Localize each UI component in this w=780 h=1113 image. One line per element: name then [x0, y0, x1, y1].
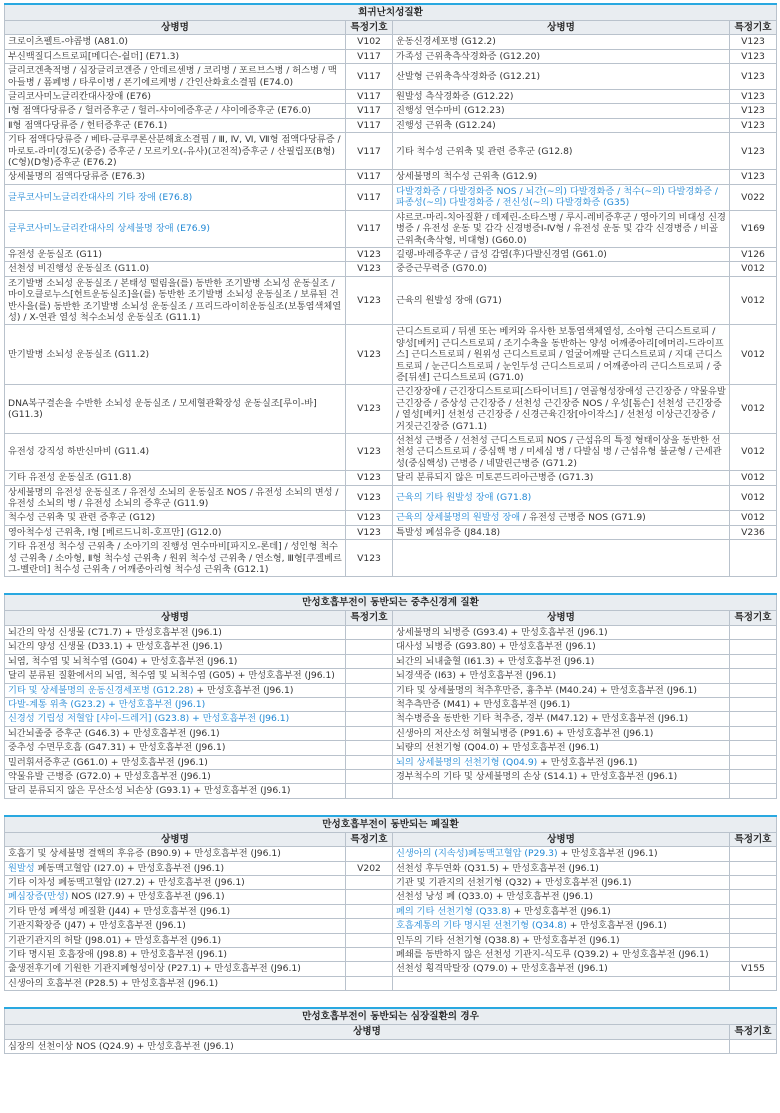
code-cell: V117	[346, 104, 393, 118]
disease-cell: 뇌간의 악성 신생물 (C71.7) + 만성호흡부전 (J96.1)	[5, 625, 346, 639]
table-row	[5, 933, 777, 947]
code-cell: V117	[346, 49, 393, 63]
section-title-row	[5, 816, 777, 833]
section-title: 희귀난치성질환	[5, 4, 777, 21]
header-disease: 상병명	[5, 832, 346, 846]
section-gap	[5, 577, 777, 595]
disease-cell: 기타 이차성 폐동맥고혈압 (I27.2) + 만성호흡부전 (J96.1)	[5, 875, 346, 889]
disease-cell: 폐심장증(만성) NOS (I27.9) + 만성호흡부전 (J96.1)	[5, 890, 346, 904]
header-row	[5, 832, 777, 846]
disease-cell: 영아척수성 근위축, Ⅰ형 [베르드니히-호프만] (G12.0)	[5, 525, 346, 539]
disease-cell: 상세불명의 뇌병증 (G93.4) + 만성호흡부전 (J96.1)	[393, 625, 730, 639]
code-cell	[346, 875, 393, 889]
code-cell	[346, 904, 393, 918]
disease-cell: 호흡기 및 상세불명 결핵의 후유증 (B90.9) + 만성호흡부전 (J96.1)	[5, 847, 346, 861]
disease-cell: 신경성 기립성 저혈압 [샤이-드레거] (G23.8) + 만성호흡부전 (J96.1)	[5, 712, 346, 726]
disease-cell: 샤르코-마리-치아질환 / 데제린-소타스병 / 루시-레비증후군 / 영아기의 비대성 신경병증 / 유전성 운동 및 감각 신경병증Ⅰ-Ⅳ형 / 유전성 운동 및 감각 신경병증 / 비골근위축(축삭형, 비대형) (G60.0)	[393, 210, 730, 247]
code-cell: V123	[730, 118, 777, 132]
table-row	[5, 104, 777, 118]
table-row	[5, 784, 777, 798]
disease-cell	[393, 784, 730, 798]
code-cell: V123	[730, 35, 777, 49]
code-cell	[730, 933, 777, 947]
table-row	[5, 434, 777, 471]
table-row	[5, 184, 777, 210]
code-cell: V117	[346, 64, 393, 90]
disease-cell: 폐의 기타 선천기형 (Q33.8) + 만성호흡부전 (J96.1)	[393, 904, 730, 918]
code-cell: V117	[346, 184, 393, 210]
table-row	[5, 525, 777, 539]
disease-cell: 기타 척수성 근위축 및 관련 증후군 (G12.8)	[393, 133, 730, 170]
disease-cell: 선천성 낭성 폐 (Q33.0) + 만성호흡부전 (J96.1)	[393, 890, 730, 904]
code-cell: V117	[346, 170, 393, 184]
disease-cell: 인두의 기타 선천기형 (Q38.8) + 만성호흡부전 (J96.1)	[393, 933, 730, 947]
disease-cell: 근육의 원발성 장애 (G71)	[393, 276, 730, 325]
code-cell: V123	[730, 170, 777, 184]
code-cell: V117	[346, 133, 393, 170]
code-cell: V123	[346, 434, 393, 471]
code-cell: V022	[730, 184, 777, 210]
disease-cell	[393, 540, 730, 577]
disease-cell: 유전성 운동실조 (G11)	[5, 247, 346, 261]
header-code: 특정기호	[730, 611, 777, 625]
header-code: 특정기호	[730, 832, 777, 846]
code-cell: V012	[730, 385, 777, 434]
disease-cell: 출생전후기에 기원한 기관지폐형성이상 (P27.1) + 만성호흡부전 (J96.1)	[5, 962, 346, 976]
code-cell	[730, 625, 777, 639]
gap-cell	[5, 577, 777, 595]
code-cell: V123	[346, 525, 393, 539]
header-row	[5, 21, 777, 35]
document-page	[4, 3, 776, 1054]
disease-cell: 근긴장장애 / 근긴장디스트로피[스타이너트] / 연골형성장애성 근긴장증 / 약물유발 근긴장증 / 증상성 근긴장증 / 선천성 근긴장증 NOS / 우성[톰슨] 선천성 근긴장증 / 열성[베커] 선천성 근긴장증 / 신경근육긴장[아이작스] / 선천성 이상근긴장증 / 거짓근긴장증 (G71.1)	[393, 385, 730, 434]
code-cell	[346, 654, 393, 668]
header-disease: 상병명	[393, 611, 730, 625]
disease-cell: 기관기관지의 허탈 (J98.01) + 만성호흡부전 (J96.1)	[5, 933, 346, 947]
code-cell: V202	[346, 861, 393, 875]
code-cell	[730, 904, 777, 918]
disease-cell: 뇌간의 양성 신생물 (D33.1) + 만성호흡부전 (J96.1)	[5, 640, 346, 654]
disease-cell: 중증근무력증 (G70.0)	[393, 262, 730, 276]
table-row	[5, 511, 777, 525]
code-cell	[346, 683, 393, 697]
code-cell: V123	[730, 64, 777, 90]
disease-cell: 달리 분류되지 않은 무산소성 뇌손상 (G93.1) + 만성호흡부전 (J96.1)	[5, 784, 346, 798]
code-cell	[730, 847, 777, 861]
table-row	[5, 904, 777, 918]
code-cell: V123	[346, 247, 393, 261]
disease-cell: 신생아의 (지속성)폐동맥고혈압 (P29.3) + 만성호흡부전 (J96.1)	[393, 847, 730, 861]
disease-cell: 길랭-바레증후군 / 급성 감염(후)다발신경염 (G61.0)	[393, 247, 730, 261]
disease-cell: 신생아의 호흡부전 (P28.5) + 만성호흡부전 (J96.1)	[5, 976, 346, 990]
code-cell	[730, 784, 777, 798]
disease-cell: 중추성 수면무호흡 (G47.31) + 만성호흡부전 (J96.1)	[5, 741, 346, 755]
disease-cell: 밀러휘셔증후군 (G61.0) + 만성호흡부전 (J96.1)	[5, 755, 346, 769]
code-cell	[346, 919, 393, 933]
code-cell: V117	[346, 90, 393, 104]
code-cell	[346, 976, 393, 990]
table-row	[5, 741, 777, 755]
code-cell: V126	[730, 247, 777, 261]
code-cell: V123	[730, 104, 777, 118]
disease-cell: 근디스트로피 / 뒤센 또는 베커와 유사한 보통염색체열성, 소아형 근디스트로피 / 양성[베커] 근디스트로피 / 조기수축을 동반하는 양성 어깨종아리[에머리-드라이프스] 근디스트로피 / 원위성 근디스트로피 / 얼굴어깨팔 근디스트로피 / 지대 근디스트로피 / 눈근디스트로피 / 눈인두성 근디스트로피 / 어깨종아리 근디스트로피 / 중증[뒤센] 근디스트로피 (G71.0)	[393, 325, 730, 385]
header-disease: 상병명	[393, 21, 730, 35]
table-row	[5, 485, 777, 511]
disease-cell: 척수병증을 동반한 기타 척추증, 경부 (M47.12) + 만성호흡부전 (J96.1)	[393, 712, 730, 726]
code-cell	[730, 875, 777, 889]
code-cell	[346, 726, 393, 740]
code-cell	[346, 948, 393, 962]
code-cell	[346, 784, 393, 798]
code-cell: V123	[346, 485, 393, 511]
table-row	[5, 210, 777, 247]
code-cell	[730, 890, 777, 904]
code-cell	[730, 712, 777, 726]
code-cell: V236	[730, 525, 777, 539]
code-cell: V012	[730, 276, 777, 325]
disease-cell: 호흡계통의 기타 명시된 선천기형 (Q34.8) + 만성호흡부전 (J96.1)	[393, 919, 730, 933]
code-cell: V123	[346, 325, 393, 385]
table-row	[5, 683, 777, 697]
disease-cell: 기타 및 상세불명의 척추후만증, 흉추부 (M40.24) + 만성호흡부전 (J96.1)	[393, 683, 730, 697]
table-row	[5, 640, 777, 654]
code-cell: V155	[730, 962, 777, 976]
code-cell	[346, 769, 393, 783]
table-row	[5, 90, 777, 104]
section-gap	[5, 991, 777, 1009]
disease-cell: 산발형 근위축측삭경화증 (G12.21)	[393, 64, 730, 90]
header-disease: 상병명	[393, 832, 730, 846]
code-cell: V123	[346, 471, 393, 485]
table-row	[5, 64, 777, 90]
code-cell	[730, 769, 777, 783]
disease-cell: 뇌경색증 (I63) + 만성호흡부전 (J96.1)	[393, 669, 730, 683]
disease-cell: 기타 점액다당류증 / 베타-글루쿠론산분해효소결핍 / Ⅲ, Ⅳ, Ⅵ, Ⅶ형 점액다당류증 / 마로토-라미(경도)(중증) 증후군 / 모르키오(-유사)(고전적)증후군 / 산필립포(B형)(C형)(D형)증후군 (E76.2)	[5, 133, 346, 170]
disease-cell: 가족성 근위축측삭경화증 (G12.20)	[393, 49, 730, 63]
table-row	[5, 625, 777, 639]
table-row	[5, 976, 777, 990]
code-cell: V012	[730, 511, 777, 525]
table-row	[5, 861, 777, 875]
disease-cell: 다발경화증 / 다발경화증 NOS / 뇌간(~의) 다발경화증 / 척수(~의) 다발경화증 / 파종성(~의) 다발경화증 / 전신성(~의) 다발경화증 (G35)	[393, 184, 730, 210]
disease-cell: 상세불명의 척수성 근위축 (G12.9)	[393, 170, 730, 184]
disease-cell: 원발성 폐동맥고혈압 (I27.0) + 만성호흡부전 (J96.1)	[5, 861, 346, 875]
code-cell	[346, 962, 393, 976]
disease-cell: 원발성 측삭경화증 (G12.22)	[393, 90, 730, 104]
table-row	[5, 262, 777, 276]
table-row	[5, 697, 777, 711]
disease-cell: 뇌간의 뇌내출혈 (I61.3) + 만성호흡부전 (J96.1)	[393, 654, 730, 668]
table-row	[5, 1039, 777, 1053]
disease-cell: 폐쇄를 동반하지 않은 선천성 기관지-식도루 (Q39.2) + 만성호흡부전 (J96.1)	[393, 948, 730, 962]
disease-cell: 기타 만성 폐색성 폐질환 (J44) + 만성호흡부전 (J96.1)	[5, 904, 346, 918]
disease-cell: 진행성 연수마비 (G12.23)	[393, 104, 730, 118]
disease-cell: 척수성 근위축 및 관련 증후군 (G12)	[5, 511, 346, 525]
disease-cell: 기관지확장증 (J47) + 만성호흡부전 (J96.1)	[5, 919, 346, 933]
disease-cell: 심장의 선천이상 NOS (Q24.9) + 만성호흡부전 (J96.1)	[5, 1039, 730, 1053]
header-code: 특정기호	[346, 832, 393, 846]
disease-cell: 기타 유전성 운동실조 (G11.8)	[5, 471, 346, 485]
code-cell	[730, 741, 777, 755]
disease-cell: 만기발병 소뇌성 운동실조 (G11.2)	[5, 325, 346, 385]
table-row	[5, 919, 777, 933]
code-cell: V012	[730, 325, 777, 385]
table-row	[5, 948, 777, 962]
header-row	[5, 611, 777, 625]
code-cell: V123	[346, 385, 393, 434]
code-cell	[730, 976, 777, 990]
code-cell	[730, 1039, 777, 1053]
disease-cell: 약물유발 근병증 (G72.0) + 만성호흡부전 (J96.1)	[5, 769, 346, 783]
code-cell: V123	[730, 133, 777, 170]
disease-cell: 기타 명시된 호흡장애 (J98.8) + 만성호흡부전 (J96.1)	[5, 948, 346, 962]
table-row	[5, 325, 777, 385]
disease-cell: 글리코겐축적병 / 심장글리코겐증 / 안데르센병 / 코리병 / 포르브스병 / 허스병 / 맥아들병 / 폼페병 / 타루이병 / 폰기에르케병 / 간인산화효소결핍 (E74.0)	[5, 64, 346, 90]
code-cell: V117	[346, 210, 393, 247]
disease-cell: 부신백질디스트로피[메디슨-쉴더] (E71.3)	[5, 49, 346, 63]
header-disease: 상병명	[5, 21, 346, 35]
disease-cell: 운동신경세포병 (G12.2)	[393, 35, 730, 49]
code-cell: V169	[730, 210, 777, 247]
code-cell: V123	[730, 90, 777, 104]
code-cell: V102	[346, 35, 393, 49]
disease-cell: 선천성 후두연화 (Q31.5) + 만성호흡부전 (J96.1)	[393, 861, 730, 875]
disease-cell: 선천성 횡격막탈장 (Q79.0) + 만성호흡부전 (J96.1)	[393, 962, 730, 976]
code-cell: V012	[730, 485, 777, 511]
code-cell	[730, 861, 777, 875]
disease-cell: 크로이츠펠트-야콥병 (A81.0)	[5, 35, 346, 49]
disease-cell: 근육의 기타 원발성 장애 (G71.8)	[393, 485, 730, 511]
table-row	[5, 118, 777, 132]
code-cell: V012	[730, 262, 777, 276]
disease-cell: 경부척수의 기타 및 상세불명의 손상 (S14.1) + 만성호흡부전 (J96.1)	[393, 769, 730, 783]
code-cell	[730, 640, 777, 654]
code-cell	[346, 933, 393, 947]
section-title: 만성호흡부전이 동반되는 폐질환	[5, 816, 777, 833]
table-row	[5, 247, 777, 261]
code-cell	[730, 697, 777, 711]
header-code: 특정기호	[346, 21, 393, 35]
table-row	[5, 669, 777, 683]
code-cell	[346, 755, 393, 769]
disease-cell: 기관 및 기관지의 선천기형 (Q32) + 만성호흡부전 (J96.1)	[393, 875, 730, 889]
code-cell	[730, 726, 777, 740]
disease-cell: 뇌의 상세불명의 선천기형 (Q04.9) + 만성호흡부전 (J96.1)	[393, 755, 730, 769]
table-row	[5, 755, 777, 769]
disease-cell: 다발-계통 위축 (G23.2) + 만성호흡부전 (J96.1)	[5, 697, 346, 711]
disease-cell: 진행성 근위축 (G12.24)	[393, 118, 730, 132]
code-cell	[346, 712, 393, 726]
code-cell	[346, 640, 393, 654]
code-cell: V123	[346, 276, 393, 325]
gap-cell	[5, 798, 777, 816]
code-cell	[730, 540, 777, 577]
disease-cell: 대사성 뇌병증 (G93.80) + 만성호흡부전 (J96.1)	[393, 640, 730, 654]
code-cell	[346, 625, 393, 639]
table-row	[5, 540, 777, 577]
section-gap	[5, 798, 777, 816]
disease-cell: 척추측만증 (M41) + 만성호흡부전 (J96.1)	[393, 697, 730, 711]
disease-cell: 달리 분류되지 않은 미토콘드리아근병증 (G71.3)	[393, 471, 730, 485]
code-cell	[346, 697, 393, 711]
disease-cell: 뇌량의 선천기형 (Q04.0) + 만성호흡부전 (J96.1)	[393, 741, 730, 755]
disease-cell	[393, 976, 730, 990]
code-cell: V123	[346, 540, 393, 577]
code-cell: V117	[346, 118, 393, 132]
table-row	[5, 133, 777, 170]
disease-cell: Ⅱ형 점액다당류증 / 헌터증후군 (E76.1)	[5, 118, 346, 132]
header-code: 특정기호	[730, 1025, 777, 1039]
code-cell	[730, 948, 777, 962]
disease-cell: 기타 및 상세불명의 운동신경세포병 (G12.28) + 만성호흡부전 (J96.1)	[5, 683, 346, 697]
section-title: 만성호흡부전이 동반되는 심장질환의 경우	[5, 1008, 777, 1025]
table-row	[5, 890, 777, 904]
code-cell	[730, 654, 777, 668]
disease-cell: 글루코사미노글리칸대사의 상세불명 장애 (E76.9)	[5, 210, 346, 247]
disease-cell: 유전성 강직성 하반신마비 (G11.4)	[5, 434, 346, 471]
table-row	[5, 385, 777, 434]
disease-cell: 조기발병 소뇌성 운동실조 / 본태성 떨림을(를) 동반한 조기발병 소뇌성 운동실조 / 마이오클로누스[헌트운동실조]을(를) 동반한 조기발병 소뇌성 운동실조 / 보류된 건반사을(를) 동반한 조기발병 소뇌성 운동실조 / 프리드라이히운동실조(보통염색체열성) / X-연관 열성 척수소뇌성 운동실조 (G11.1)	[5, 276, 346, 325]
code-cell	[346, 669, 393, 683]
section-title-row	[5, 4, 777, 21]
table-row	[5, 49, 777, 63]
disease-cell: 기타 유전성 척수성 근위축 / 소아기의 진행성 연수마비[파지오-론데] / 성인형 척수성 근위축 / 소아형, Ⅱ형 척수성 근위축 / 원위 척수성 근위축 / 연소형, Ⅲ형[쿠겔베르그-벨란더] 척수성 근위축 / 어깨종아리형 척수성 근위축 (G12.1)	[5, 540, 346, 577]
code-cell: V123	[346, 262, 393, 276]
header-disease: 상병명	[5, 611, 346, 625]
code-cell	[730, 669, 777, 683]
disease-cell: 상세불명의 유전성 운동실조 / 유전성 소뇌의 운동실조 NOS / 유전성 소뇌의 변성 / 유전성 소뇌의 병 / 유전성 소뇌의 증후군 (G11.9)	[5, 485, 346, 511]
table-row	[5, 276, 777, 325]
disease-cell: 상세불명의 점액다당류증 (E76.3)	[5, 170, 346, 184]
disease-cell: 글리코사미노글리칸대사장애 (E76)	[5, 90, 346, 104]
code-cell	[730, 755, 777, 769]
disease-cell: 근육의 상세불명의 원발성 장애 / 유전성 근병증 NOS (G71.9)	[393, 511, 730, 525]
table-row	[5, 769, 777, 783]
code-cell	[346, 847, 393, 861]
code-cell	[730, 919, 777, 933]
disease-cell: 달리 분류된 질환에서의 뇌염, 척수염 및 뇌척수염 (G05) + 만성호흡부전 (J96.1)	[5, 669, 346, 683]
disease-cell: 뇌간뇌졸중 증후군 (G46.3) + 만성호흡부전 (J96.1)	[5, 726, 346, 740]
table-row	[5, 471, 777, 485]
code-cell: V123	[346, 511, 393, 525]
disease-cell: DNA복구결손을 수반한 소뇌성 운동실조 / 모세혈관확장성 운동실조[루이-바] (G11.3)	[5, 385, 346, 434]
code-cell: V012	[730, 434, 777, 471]
code-cell	[730, 683, 777, 697]
table-row	[5, 962, 777, 976]
disease-cell: 뇌염, 척수염 및 뇌척수염 (G04) + 만성호흡부전 (J96.1)	[5, 654, 346, 668]
header-disease: 상병명	[5, 1025, 730, 1039]
disease-cell: Ⅰ형 점액다당류증 / 헐러증후군 / 헐러-샤이에증후군 / 샤이에증후군 (E76.0)	[5, 104, 346, 118]
table-row	[5, 654, 777, 668]
section-title-row	[5, 1008, 777, 1025]
table-row	[5, 712, 777, 726]
gap-cell	[5, 991, 777, 1009]
table-row	[5, 875, 777, 889]
code-cell	[346, 890, 393, 904]
disease-cell: 선천성 근병증 / 선천성 근디스트로피 NOS / 근섬유의 특정 형태이상을 동반한 선천성 근디스트로피 / 중심핵 병 / 미세심 병 / 다발심 병 / 근섬유형 불균형 / 근세관성(중심핵성) 근병증 / 네말린근병증 (G71.2)	[393, 434, 730, 471]
disease-code-table	[4, 3, 777, 1054]
table-row	[5, 35, 777, 49]
disease-cell: 선천성 비진행성 운동실조 (G11.0)	[5, 262, 346, 276]
table-row	[5, 170, 777, 184]
code-cell: V012	[730, 471, 777, 485]
header-row	[5, 1025, 777, 1039]
disease-cell: 특발성 폐섬유증 (J84.18)	[393, 525, 730, 539]
table-row	[5, 726, 777, 740]
code-cell	[346, 741, 393, 755]
code-cell: V123	[730, 49, 777, 63]
header-code: 특정기호	[346, 611, 393, 625]
table-row	[5, 847, 777, 861]
section-title: 만성호흡부전이 동반되는 중추신경계 질환	[5, 594, 777, 611]
header-code: 특정기호	[730, 21, 777, 35]
section-title-row	[5, 594, 777, 611]
disease-cell: 글루코사미노글리칸대사의 기타 장애 (E76.8)	[5, 184, 346, 210]
disease-cell: 신생아의 저산소성 허혈뇌병증 (P91.6) + 만성호흡부전 (J96.1)	[393, 726, 730, 740]
